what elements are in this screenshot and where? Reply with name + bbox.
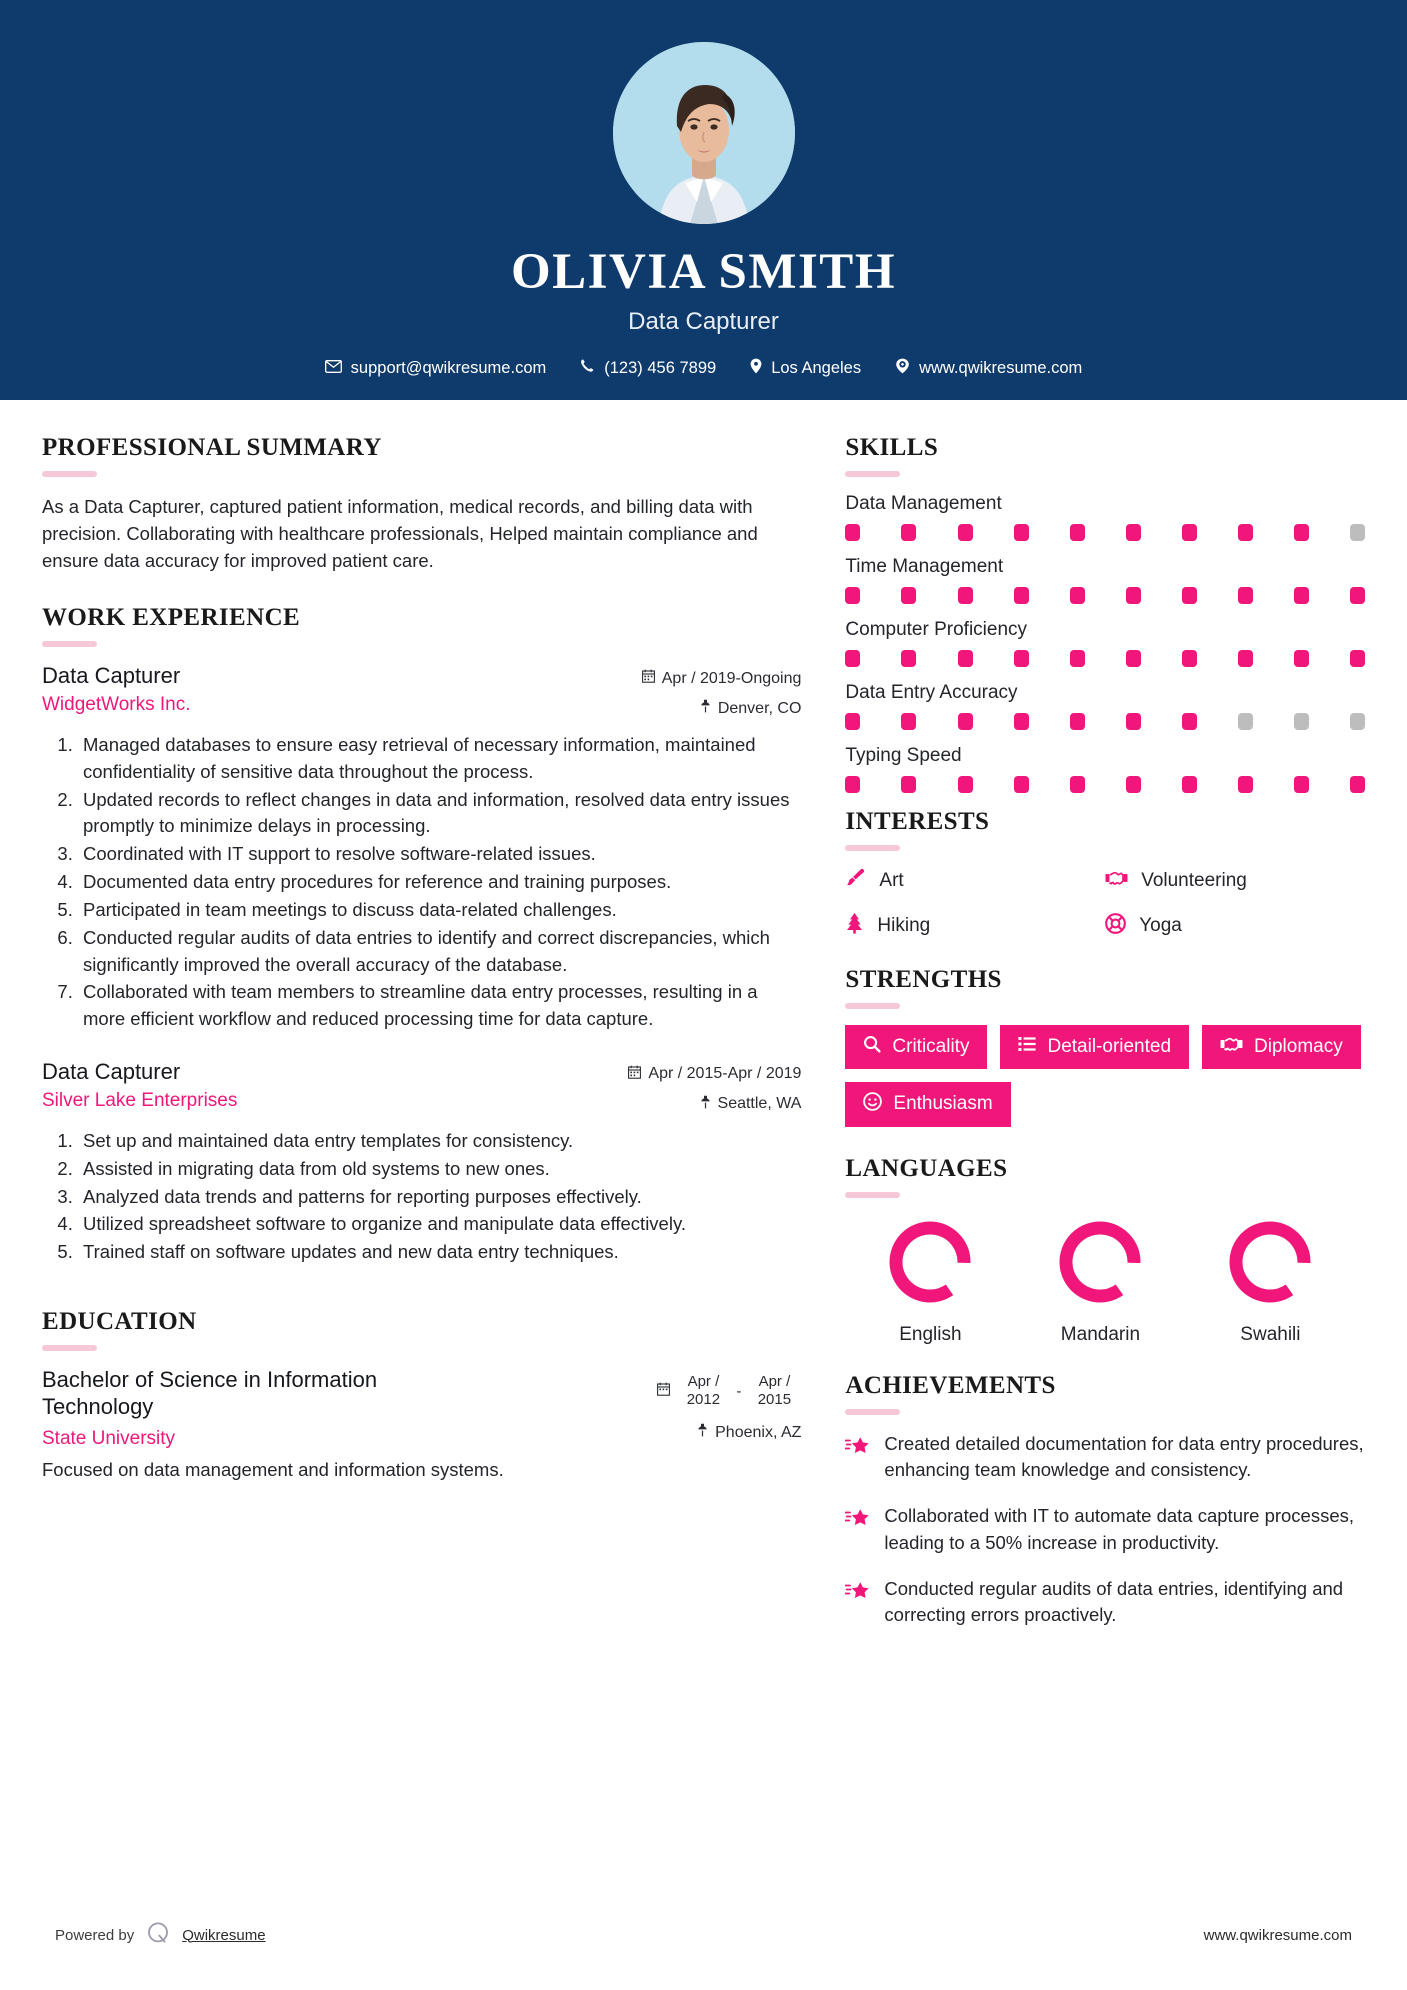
skill-rating: [845, 713, 1365, 730]
skill-label: Data Entry Accuracy: [845, 682, 1018, 703]
tree-icon: [845, 912, 864, 940]
section-heading: WORK EXPERIENCE: [42, 604, 301, 631]
section-education: [42, 1308, 801, 1481]
email-icon: [325, 359, 342, 378]
section-heading: ACHIEVEMENTS: [845, 1371, 1056, 1399]
work-company: Silver Lake Enterprises: [42, 1089, 238, 1111]
language-item: [1015, 1214, 1185, 1346]
language-ring: [1052, 1214, 1148, 1310]
list-icon: [1018, 1036, 1036, 1058]
skill-dot: [958, 524, 973, 541]
achievement-text: Conducted regular audits of data entries, identifying and correcting errors proactively.: [884, 1577, 1344, 1626]
avatar: [613, 42, 795, 224]
skill-dot: [901, 776, 916, 793]
skill-label: Data Management: [845, 493, 1002, 514]
skill-dot: [1294, 587, 1309, 604]
skill-dot: [1126, 587, 1141, 604]
section-achievements: [845, 1372, 1365, 1629]
skill-rating: [845, 650, 1365, 667]
footer-website[interactable]: www.qwikresume.com: [1203, 1926, 1352, 1944]
strength-label: Enthusiasm: [893, 1092, 993, 1114]
paintbrush-icon: [845, 867, 866, 894]
skill-dot: [1014, 524, 1029, 541]
skill-dot: [1070, 587, 1085, 604]
skill-label: Typing Speed: [845, 745, 962, 766]
work-location: [628, 1095, 801, 1114]
star-icon: [845, 1503, 871, 1534]
achievement-text: Created detailed documentation for data entry procedures, enhancing team knowledge and consistency.: [884, 1432, 1364, 1481]
education-description: Focused on data management and information systems.: [42, 1458, 504, 1480]
skill-row: [845, 745, 1365, 793]
skill-dot: [1070, 524, 1085, 541]
skill-dot: [958, 776, 973, 793]
education-entry: [42, 1367, 801, 1481]
work-bullets: [42, 732, 801, 1033]
footer-brand-link[interactable]: Qwikresume: [182, 1926, 266, 1944]
skill-dot: [1238, 650, 1253, 667]
right-column: [845, 400, 1365, 1648]
date-separator: -: [736, 1382, 742, 1400]
powered-by-label: Powered by: [55, 1926, 135, 1944]
achievement-text: Collaborated with IT to automate data capture processes, leading to a 50% increase in productivity.: [884, 1505, 1355, 1553]
work-bullet: 2. Updated records to reflect changes in data and information, resolved data entry issues promptly to minimize delays in processing.: [78, 787, 801, 841]
work-bullet: 7. Collaborated with team members to streamline data entry processes, resulting in a more efficient workflow and reduced processing time for data capture.: [78, 979, 801, 1033]
skill-dot: [1294, 650, 1309, 667]
section-rule: [42, 471, 97, 477]
skill-dot: [845, 524, 860, 541]
work-bullet: 5. Trained staff on software updates and new data entry techniques.: [78, 1239, 801, 1266]
star-icon: [845, 1431, 871, 1462]
work-location-text: Seattle, WA: [717, 1095, 802, 1113]
skill-dot: [1238, 587, 1253, 604]
skill-dot: [1350, 776, 1365, 793]
calendar-icon: [642, 669, 655, 688]
skill-dot: [1350, 524, 1365, 541]
section-rule: [845, 1192, 900, 1198]
section-strengths: [845, 966, 1365, 1127]
work-dates: [628, 1065, 801, 1084]
education-school: State University: [42, 1427, 176, 1449]
summary-text: As a Data Capturer, captured patient information, medical records, and billing data with precision. Collaborating with healthcare professionals, Helped maintain compliance and ensure data accuracy for improved patient care.: [42, 496, 758, 571]
skill-dot: [1014, 587, 1029, 604]
skill-dot: [901, 713, 916, 730]
interest-label: Volunteering: [1141, 869, 1247, 891]
language-item: [845, 1214, 1015, 1346]
achievement-item: [845, 1503, 1365, 1556]
strength-label: Detail-oriented: [1047, 1035, 1172, 1057]
skill-rating: [845, 587, 1365, 604]
skill-dot: [1294, 524, 1309, 541]
work-bullet: 3. Coordinated with IT support to resolve software-related issues.: [78, 841, 801, 868]
skill-dot: [845, 776, 860, 793]
strength-chip-enthusiasm[interactable]: [845, 1082, 1010, 1127]
magnifier-icon: [863, 1035, 881, 1059]
interest-item: [845, 912, 1105, 940]
education-dates: [657, 1367, 801, 1409]
contact-email-text: support@qwikresume.com: [350, 358, 547, 377]
work-role: Data Capturer: [42, 1058, 181, 1084]
education-end: Apr / 2015: [757, 1373, 792, 1408]
map-pin-icon: [697, 1423, 708, 1442]
calendar-icon: [657, 1382, 670, 1400]
work-bullet: 1. Managed databases to ensure easy retrieval of necessary information, maintained confidentiality of sensitive data throughout the process.: [78, 732, 801, 786]
work-bullet: 1. Set up and maintained data entry templates for consistency.: [78, 1128, 801, 1155]
section-rule: [845, 1003, 900, 1009]
work-entry: [42, 1059, 801, 1266]
contact-website[interactable]: [878, 358, 1099, 379]
map-pin-icon: [700, 1095, 711, 1114]
skill-dot: [845, 713, 860, 730]
skill-dot: [1014, 713, 1029, 730]
work-role: Data Capturer: [42, 663, 181, 688]
pin-icon: [750, 358, 762, 379]
interest-label: Hiking: [877, 915, 931, 936]
work-dates-text: Apr / 2015-Apr / 2019: [648, 1065, 802, 1083]
contact-website-text: www.qwikresume.com: [919, 358, 1083, 377]
section-professional-summary: [42, 434, 801, 574]
calendar-icon: [628, 1065, 641, 1084]
language-ring: [1222, 1214, 1318, 1310]
star-icon: [845, 1576, 871, 1607]
resume-header: [0, 0, 1407, 400]
skill-dot: [1126, 524, 1141, 541]
skill-rating: [845, 776, 1365, 793]
achievement-item: [845, 1431, 1365, 1484]
skill-dot: [1014, 650, 1029, 667]
section-heading: PROFESSIONAL SUMMARY: [42, 434, 382, 461]
section-rule: [42, 641, 97, 647]
skill-dot: [958, 587, 973, 604]
skill-row: [845, 682, 1365, 730]
handshake-icon: [1220, 1035, 1243, 1059]
skill-dot: [1126, 776, 1141, 793]
work-dates-text: Apr / 2019-Ongoing: [661, 669, 802, 687]
achievement-item: [845, 1576, 1365, 1629]
skill-dot: [1182, 776, 1197, 793]
education-location-text: Phoenix, AZ: [715, 1423, 802, 1441]
interest-label: Yoga: [1139, 915, 1182, 936]
smiley-icon: [863, 1092, 882, 1117]
interest-item: [1105, 867, 1365, 894]
skill-dot: [1182, 587, 1197, 604]
skill-dot: [1350, 587, 1365, 604]
skill-dot: [1350, 650, 1365, 667]
interest-item: [1105, 912, 1365, 940]
skill-dot: [1182, 650, 1197, 667]
education-location: [657, 1423, 801, 1442]
language-item: [1185, 1214, 1355, 1346]
contact-phone[interactable]: [563, 358, 733, 378]
work-entry: [42, 663, 801, 1033]
section-heading: SKILLS: [845, 434, 939, 461]
lifebuoy-icon: [1105, 913, 1126, 940]
strength-chip-criticality[interactable]: [845, 1025, 987, 1069]
skill-label: Computer Proficiency: [845, 619, 1028, 640]
skill-dot: [1182, 524, 1197, 541]
skill-dot: [1238, 713, 1253, 730]
interest-item: [845, 867, 1105, 894]
map-pin-icon: [700, 699, 711, 718]
skill-label: Time Management: [845, 556, 1004, 577]
section-rule: [845, 845, 900, 851]
work-company: WidgetWorks Inc.: [42, 694, 191, 715]
skill-dot: [1238, 524, 1253, 541]
section-rule: [845, 1409, 900, 1415]
section-rule: [42, 1345, 97, 1351]
section-heading: LANGUAGES: [845, 1154, 1008, 1182]
contact-location: [733, 358, 878, 379]
contact-phone-text: (123) 456 7899: [604, 358, 717, 377]
work-dates: [642, 669, 802, 688]
page-title: OLIVIA SMITH: [510, 244, 896, 300]
section-languages: [845, 1155, 1365, 1346]
skill-dot: [1350, 713, 1365, 730]
work-location-text: Denver, CO: [717, 699, 802, 717]
globe-icon: [895, 358, 910, 379]
skill-dot: [958, 713, 973, 730]
skill-dot: [1294, 713, 1309, 730]
page-footer: [0, 1920, 1407, 1950]
job-title: Data Capturer: [628, 307, 779, 335]
skill-dot: [958, 650, 973, 667]
contact-location-text: Los Angeles: [771, 358, 862, 377]
skill-dot: [1014, 776, 1029, 793]
skill-dot: [901, 524, 916, 541]
strength-chip-diplomacy[interactable]: [1202, 1025, 1361, 1069]
section-interests: [845, 808, 1365, 940]
language-label: English: [899, 1323, 962, 1345]
section-work-experience: [42, 604, 801, 1266]
strength-label: Diplomacy: [1254, 1035, 1343, 1057]
section-skills: [845, 434, 1365, 793]
handshake-icon: [1105, 869, 1128, 893]
contact-bar: [0, 358, 1407, 379]
qwikresume-logo-icon: [145, 1920, 171, 1950]
skill-rating: [845, 524, 1365, 541]
work-bullet: 2. Assisted in migrating data from old systems to new ones.: [78, 1156, 801, 1183]
skill-dot: [1182, 713, 1197, 730]
work-bullet: 3. Analyzed data trends and patterns for reporting purposes effectively.: [78, 1184, 801, 1211]
language-label: Mandarin: [1060, 1323, 1141, 1345]
work-bullet: 5. Participated in team meetings to discuss data-related challenges.: [78, 897, 801, 924]
contact-email[interactable]: [308, 359, 564, 378]
skill-dot: [1070, 713, 1085, 730]
section-heading: EDUCATION: [42, 1308, 197, 1335]
strength-label: Criticality: [892, 1035, 970, 1057]
strength-chip-detail-oriented[interactable]: [1000, 1025, 1189, 1069]
phone-icon: [580, 358, 595, 378]
work-bullet: 6. Conducted regular audits of data entries to identify and correct discrepancies, which significantly improved the overall accuracy of the database.: [78, 925, 801, 979]
work-bullet: 4. Utilized spreadsheet software to organize and manipulate data effectively.: [78, 1211, 801, 1238]
skill-dot: [1070, 776, 1085, 793]
education-degree: Bachelor of Science in Information Technology: [42, 1367, 378, 1419]
skill-dot: [1238, 776, 1253, 793]
left-column: [42, 400, 801, 1648]
skill-dot: [1294, 776, 1309, 793]
skill-dot: [901, 587, 916, 604]
language-ring: [882, 1214, 978, 1310]
language-label: Swahili: [1240, 1323, 1301, 1345]
interest-label: Art: [879, 869, 904, 891]
work-location: [642, 699, 802, 718]
work-bullets: [42, 1128, 801, 1266]
skill-dot: [845, 650, 860, 667]
skill-dot: [901, 650, 916, 667]
skill-row: [845, 556, 1365, 604]
resume-body: [0, 400, 1407, 1648]
work-bullet: 4. Documented data entry procedures for reference and training purposes.: [78, 869, 801, 896]
skill-dot: [1126, 650, 1141, 667]
skill-dot: [1126, 713, 1141, 730]
education-start: Apr / 2012: [686, 1373, 721, 1408]
section-heading: STRENGTHS: [845, 966, 1002, 993]
section-heading: INTERESTS: [845, 808, 990, 835]
skill-row: [845, 619, 1365, 667]
section-rule: [845, 471, 900, 477]
skill-dot: [1070, 650, 1085, 667]
skill-row: [845, 493, 1365, 541]
skill-dot: [845, 587, 860, 604]
